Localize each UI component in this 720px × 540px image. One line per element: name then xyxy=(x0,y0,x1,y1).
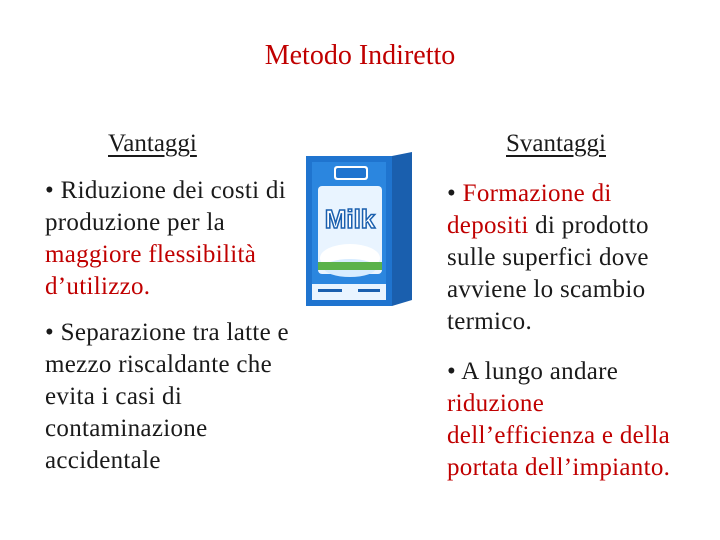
disadvantages-list xyxy=(447,178,687,502)
disadvantages-heading: Svantaggi xyxy=(506,130,606,157)
disadvantage-1-text: di prodotto sulle superfici dove avviene lo scambio termico. xyxy=(447,212,649,335)
slide-title: Metodo Indiretto xyxy=(264,40,456,71)
advantage-item-2 xyxy=(45,317,290,477)
advantage-1-text: Riduzione dei costi di produzione per la xyxy=(45,177,286,236)
advantage-1-highlight: maggiore flessibilità d’utilizzo. xyxy=(45,241,257,300)
bullet: • xyxy=(447,358,457,385)
advantages-list xyxy=(45,175,290,491)
bullet: • xyxy=(45,177,55,204)
bullet: • xyxy=(447,180,457,207)
disadvantage-1-highlight: Formazione di depositi xyxy=(447,180,612,239)
milk-carton-icon xyxy=(304,150,414,310)
advantage-item-1 xyxy=(45,175,290,303)
disadvantage-2-text: A lungo andare xyxy=(461,358,619,385)
disadvantage-item-2 xyxy=(447,356,687,484)
disadvantage-item-1 xyxy=(447,178,687,338)
bullet: • xyxy=(45,319,55,346)
advantages-heading: Vantaggi xyxy=(108,130,197,157)
milk-brand-text: Milk xyxy=(324,204,376,234)
advantage-2-text: Separazione tra latte e mezzo riscaldante che evita i casi di contaminazione accidentale xyxy=(45,319,289,474)
disadvantage-2-highlight: riduzione dell’efficienza e della portata dell’impianto. xyxy=(447,390,671,481)
